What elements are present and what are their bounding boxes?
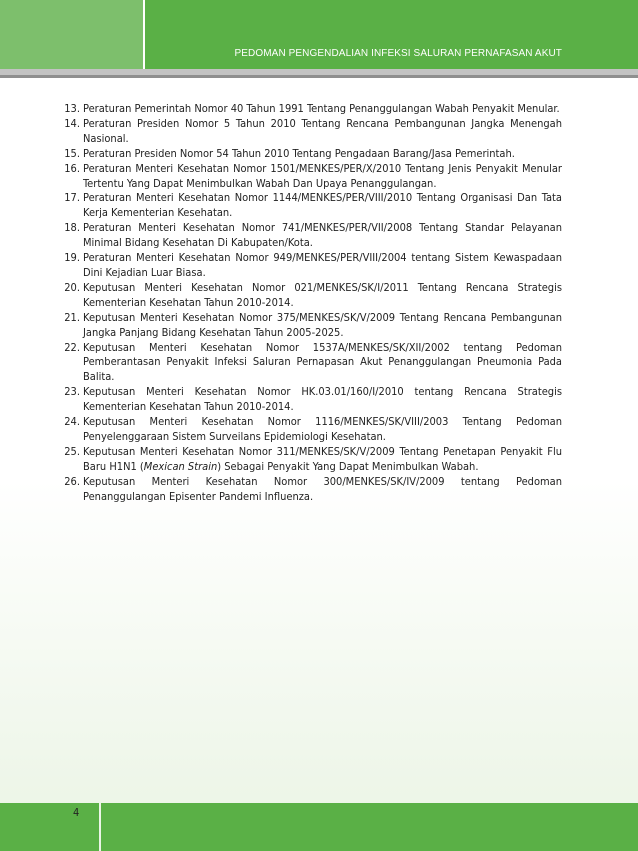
list-item <box>58 475 562 505</box>
item-text-italic: Mexican Strain <box>143 459 218 473</box>
list-item <box>58 281 562 311</box>
header-rule-dark <box>0 75 638 78</box>
item-text: Keputusan Menteri Kesehatan Nomor 300/MENKES/SK/IV/2009 tentang Pedoman Penanggulangan Episenter Pandemi Influenza. <box>83 474 562 503</box>
reference-list <box>58 102 562 504</box>
item-number: 18. <box>64 221 80 235</box>
item-text: Peraturan Pemerintah Nomor 40 Tahun 1991 Tentang Penanggulangan Wabah Penyakit Menular. <box>83 102 560 115</box>
item-text: Keputusan Menteri Kesehatan Nomor HK.03.01/160/I/2010 tentang Rencana Strategis Kementerian Kesehatan Tahun 2010-2014. <box>83 385 562 414</box>
item-text: Keputusan Menteri Kesehatan Nomor 021/MENKES/SK/I/2011 Tentang Rencana Strategis Kementerian Kesehatan Tahun 2010-2014. <box>83 280 562 309</box>
running-header-title: PEDOMAN PENGENDALIAN INFEKSI SALURAN PERNAFASAN AKUT <box>234 48 562 59</box>
list-item <box>58 117 562 147</box>
item-text: Peraturan Presiden Nomor 5 Tahun 2010 Tentang Rencana Pembangunan Jangka Menengah Nasional. <box>83 116 562 145</box>
item-text-before: Keputusan Menteri Kesehatan Nomor 311/MENKES/SK/V/2009 Tentang Penetapan Penyakit Flu Baru H1N1 ( <box>83 444 562 473</box>
item-number: 24. <box>64 415 80 429</box>
header-band-left <box>0 0 143 69</box>
list-item <box>58 251 562 281</box>
list-item <box>58 415 562 445</box>
item-number: 16. <box>64 161 80 175</box>
list-item <box>58 311 562 341</box>
footer-band-right <box>101 803 638 851</box>
list-item <box>58 191 562 221</box>
list-item <box>58 162 562 192</box>
item-text: Peraturan Presiden Nomor 54 Tahun 2010 Tentang Pengadaan Barang/Jasa Pemerintah. <box>83 146 515 160</box>
list-item <box>58 147 562 162</box>
item-number: 17. <box>64 191 80 205</box>
item-number: 20. <box>64 280 80 294</box>
item-text: Keputusan Menteri Kesehatan Nomor 1116/MENKES/SK/VIII/2003 Tentang Pedoman Penyelenggaraan Sistem Surveilans Epidemiologi Kesehatan. <box>83 415 562 443</box>
header-band-right <box>145 0 638 69</box>
item-text <box>83 445 562 473</box>
list-item <box>58 445 562 475</box>
item-number: 13. <box>64 102 80 115</box>
item-text: Keputusan Menteri Kesehatan Nomor 375/MENKES/SK/V/2009 Tentang Rencana Pembangunan Jangka Panjang Bidang Kesehatan Tahun 2005-2025. <box>83 310 562 339</box>
list-item <box>58 221 562 251</box>
list-item <box>58 385 562 415</box>
item-text: Peraturan Menteri Kesehatan Nomor 1144/MENKES/PER/VIII/2010 Tentang Organisasi Dan Tata Kerja Kementerian Kesehatan. <box>83 191 562 220</box>
item-number: 21. <box>64 310 80 324</box>
item-text: Peraturan Menteri Kesehatan Nomor 949/MENKES/PER/VIII/2004 tentang Sistem Kewaspadaan Dini Kejadian Luar Biasa. <box>83 251 562 279</box>
item-number: 19. <box>64 251 80 265</box>
footer-band-left <box>0 803 99 851</box>
item-number: 26. <box>64 474 80 488</box>
page-number: 4 <box>73 806 80 819</box>
item-number: 22. <box>64 340 80 354</box>
item-text: Peraturan Menteri Kesehatan Nomor 1501/MENKES/PER/X/2010 Tentang Jenis Penyakit Menular Tertentu Yang Dapat Menimbulkan Wabah Dan Upaya Penanggulangan. <box>83 161 562 190</box>
list-item <box>58 102 562 117</box>
item-text: Peraturan Menteri Kesehatan Nomor 741/MENKES/PER/VII/2008 Tentang Standar Pelayanan Minimal Bidang Kesehatan Di Kabupaten/Kota. <box>83 221 562 250</box>
item-text-after: ) Sebagai Penyakit Yang Dapat Menimbulkan Wabah. <box>217 459 479 473</box>
item-number: 23. <box>64 385 80 399</box>
list-item <box>58 341 562 386</box>
item-text: Keputusan Menteri Kesehatan Nomor 1537A/MENKES/SK/XII/2002 tentang Pedoman Pemberantasan Penyakit Infeksi Saluran Pernapasan Akut Penanggulangan Pneumonia Pada Balita. <box>83 340 562 384</box>
item-number: 14. <box>64 116 80 130</box>
item-number: 25. <box>64 444 80 458</box>
item-number: 15. <box>64 146 80 160</box>
